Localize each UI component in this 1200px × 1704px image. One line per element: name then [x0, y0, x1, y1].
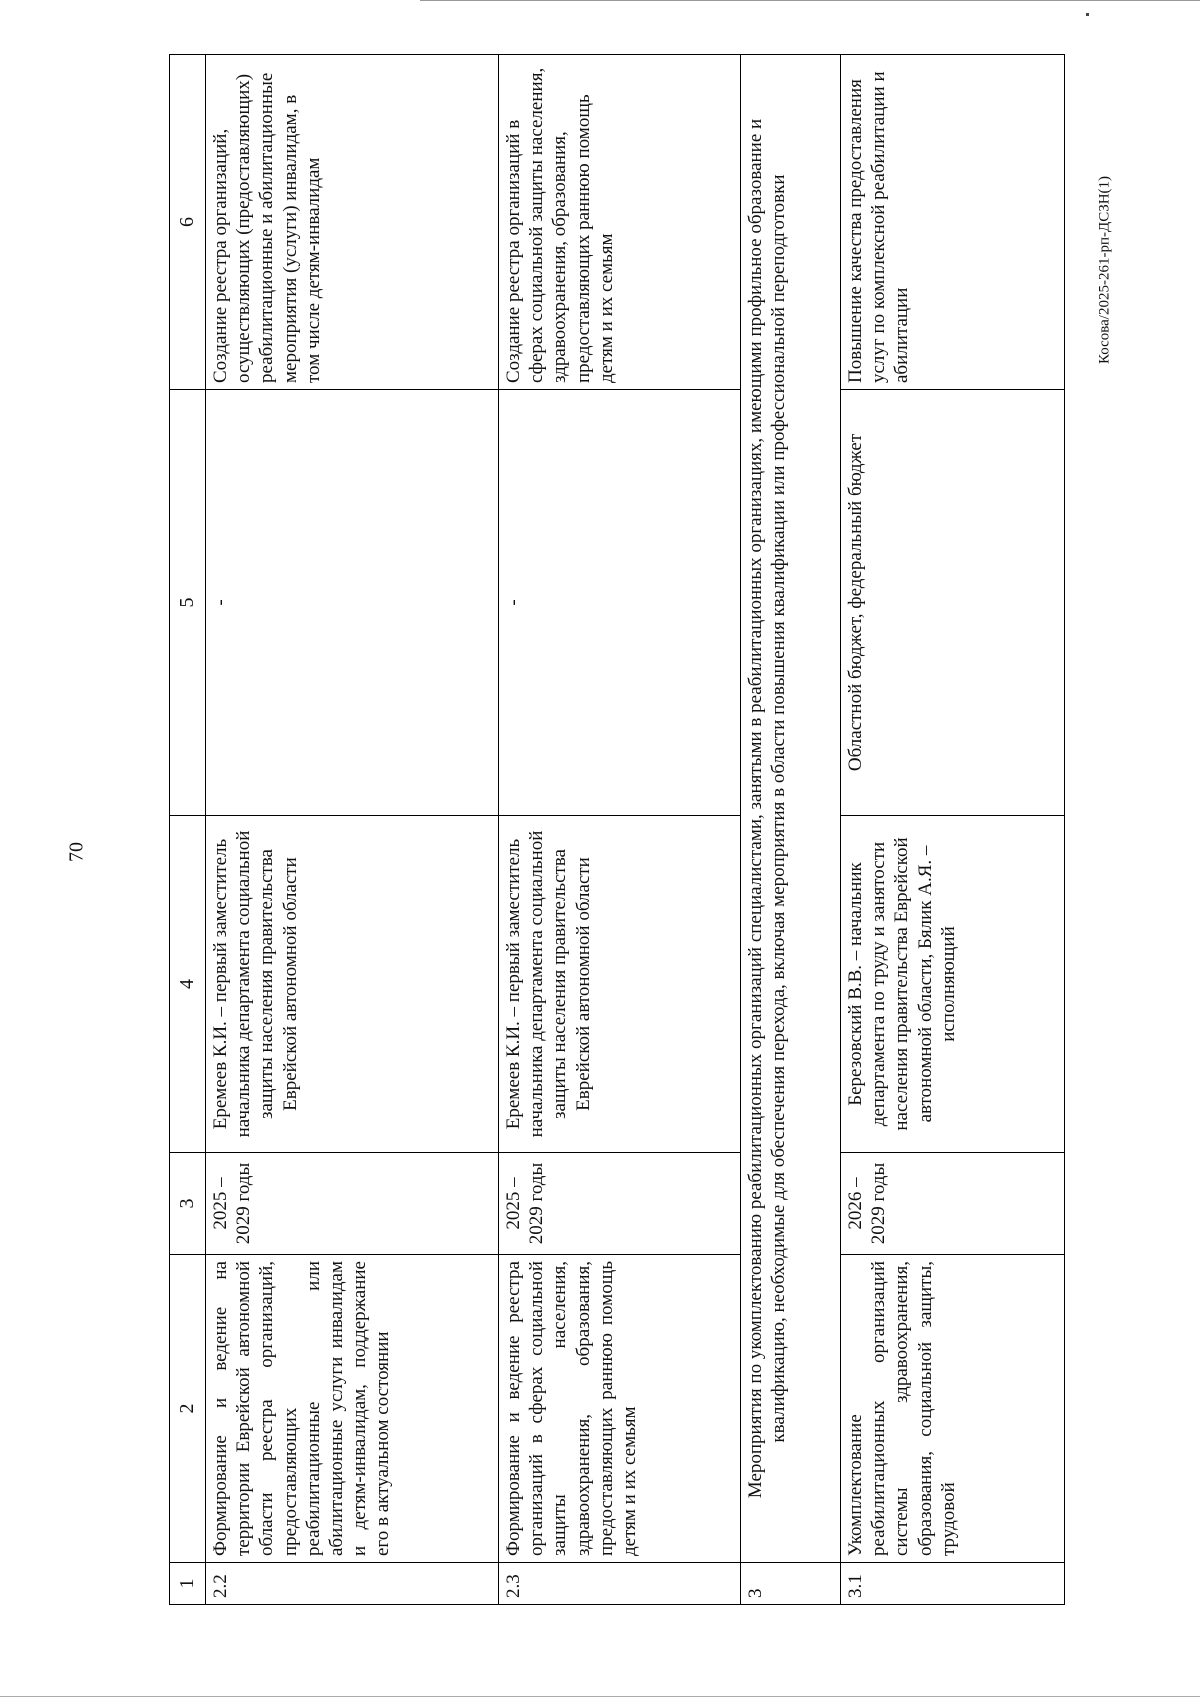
- expected-result: Создание реестра организаций в сферах социальной защиты населения, здравоохранения, образования, предоставляющих раннюю помощь детям и их семьям: [499, 55, 741, 390]
- responsible-person: Березовский В.В. – начальник департамента по труду и занятости населения правительства Еврейской автономной области, Бялик А.Я. – исполняющий: [841, 816, 1065, 1153]
- expected-result: Создание реестра организаций, осуществляющих (предоставляющих) реабилитационные и абилитационные мероприятия (услуги) инвалидам, в том числе детям-инвалидам: [206, 55, 499, 390]
- scan-speck: [1086, 13, 1089, 16]
- measure-description: Укомплектование реабилитационных организаций системы здравоохранения, образования, социальной защиты, трудовой: [841, 1255, 1065, 1563]
- measure-description: Формирование и ведение на территории Еврейской автономной области реестра организаций, предоставляющих реабилитационные или абилитационные услуги инвалидам и детям-инвалидам, поддержание его в актуальном состоянии: [206, 1255, 499, 1563]
- section-number: 3: [741, 1563, 841, 1605]
- implementation-period: 2025 – 2029 годы: [206, 1153, 499, 1255]
- header-cell-5: 5: [170, 390, 206, 816]
- responsible-person: Еремеев К.И. – первый заместитель начальника департамента социальной защиты населения правительства Еврейской автономной области: [206, 816, 499, 1153]
- rotated-table-container: [169, 55, 1064, 1605]
- header-cell-6: 6: [170, 55, 206, 390]
- table-row: [206, 55, 499, 1605]
- header-cell-1: 1: [170, 1563, 206, 1605]
- row-number: 2.3: [499, 1563, 741, 1605]
- header-cell-4: 4: [170, 816, 206, 1153]
- section-title: Мероприятия по укомплектованию реабилитационных организаций специалистами, занятыми в реабилитационных организациях, имеющими профильное образование и квалификацию, необходимые для обеспечения перехода, включая мероприятия в области повышения квалификации или профессиональной переподготовки: [741, 55, 841, 1563]
- implementation-period: 2025 – 2029 годы: [499, 1153, 741, 1255]
- implementation-period: 2026 – 2029 годы: [841, 1153, 1065, 1255]
- document-code: Косова/2025-261-рп-ДСЗН(1): [1096, 175, 1113, 365]
- header-cell-2: 2: [170, 1255, 206, 1563]
- expected-result: Повышение качества предоставления услуг по комплексной реабилитации и абилитации: [841, 55, 1065, 390]
- page-number: 70: [65, 842, 88, 862]
- row-number: 2.2: [206, 1563, 499, 1605]
- table-row: [499, 55, 741, 1605]
- funding-source: -: [206, 390, 499, 816]
- funding-source: -: [499, 390, 741, 816]
- measure-description: Формирование и ведение реестра организаций в сферах социальной защиты населения, здравоохранения, образования, предоставляющих раннюю помощь детям и их семьям: [499, 1255, 741, 1563]
- measures-table: [169, 54, 1065, 1605]
- section-row: [741, 55, 841, 1605]
- scan-edge-bottom: [0, 1696, 1200, 1697]
- header-cell-3: 3: [170, 1153, 206, 1255]
- header-row: [170, 55, 206, 1605]
- funding-source: Областной бюджет, федеральный бюджет: [841, 390, 1065, 816]
- responsible-person: Еремеев К.И. – первый заместитель начальника департамента социальной защиты населения правительства Еврейской автономной области: [499, 816, 741, 1153]
- scan-edge-top: [420, 0, 1200, 1]
- row-number: 3.1: [841, 1563, 1065, 1605]
- table-row: [841, 55, 1065, 1605]
